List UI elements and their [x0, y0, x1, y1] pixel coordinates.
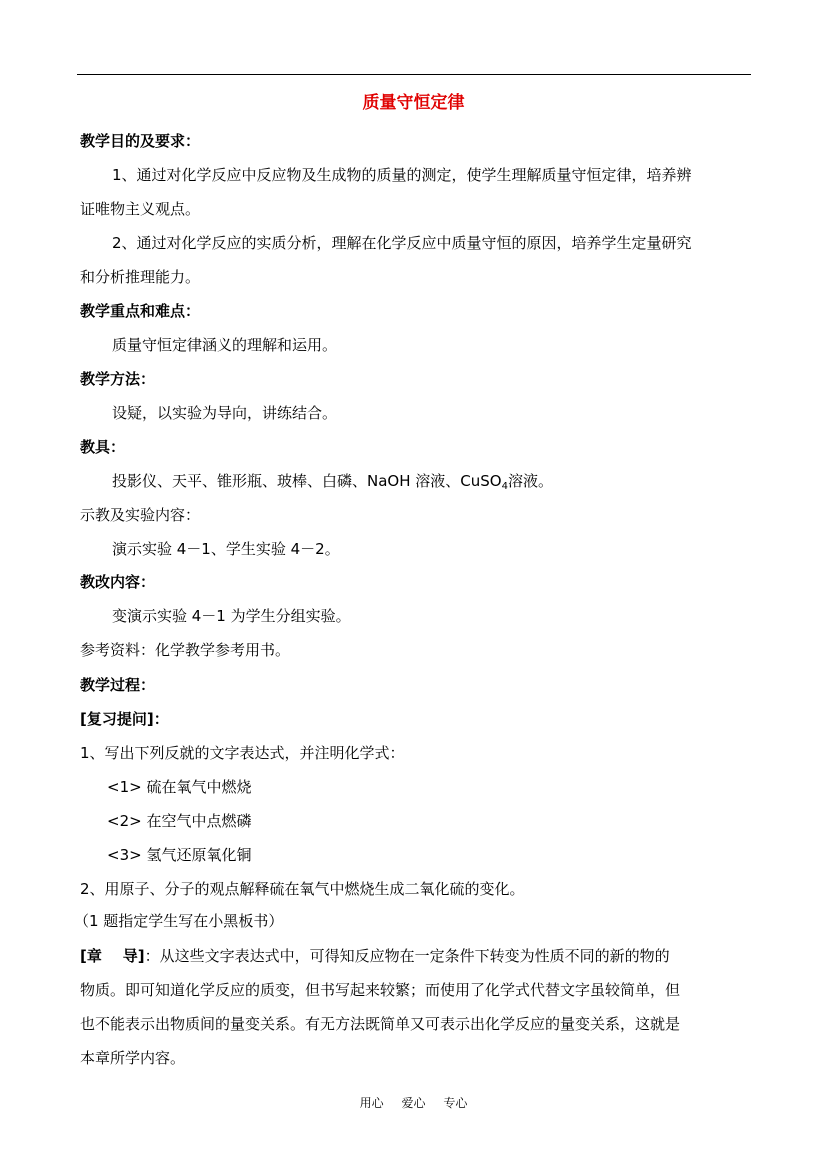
key-text: 质量守恒定律涵义的理解和运用。 — [112, 336, 338, 354]
demo-heading: 示教及实验内容： — [80, 506, 201, 524]
tools-text-a: 投影仪、天平、锥形瓶、玻棒、白磷、NaOH 溶液、CuSO — [112, 472, 502, 490]
tools-heading: 教具： — [80, 438, 126, 456]
demo-text: 演示实验 4－1、学生实验 4－2。 — [112, 540, 340, 558]
change-text: 变演示实验 4－1 为学生分组实验。 — [112, 607, 351, 625]
key-heading: 教学重点和难点： — [80, 302, 201, 320]
review-heading: [复习提问]： — [80, 710, 169, 728]
intro-line1-text: ：从这些文字表达式中，可得知反应物在一定条件下转变为性质不同的新的物的 — [144, 947, 670, 965]
teacher-note: （1 题指定学生写在小黑板书） — [74, 912, 284, 930]
goal1-line2: 证唯物主义观点。 — [80, 200, 201, 218]
page-footer — [0, 1093, 827, 1113]
tools-text — [112, 468, 792, 494]
intro-label: [章 导] — [80, 947, 145, 965]
tools-subscript: 4 — [501, 481, 508, 492]
question-1a: <1> 硫在氧气中燃烧 — [107, 778, 252, 796]
goal2-line2: 和分析推理能力。 — [80, 268, 201, 286]
header-rule — [77, 74, 751, 75]
question-1b: <2> 在空气中点燃磷 — [107, 812, 252, 830]
intro-line3: 也不能表示出物质间的量变关系。有无方法既简单又可表示出化学反应的量变关系，这就是 — [80, 1015, 681, 1033]
intro-line4: 本章所学内容。 — [80, 1049, 186, 1067]
question-1c: <3> 氢气还原氧化铜 — [107, 846, 252, 864]
question-2: 2、用原子、分子的观点解释硫在氧气中燃烧生成二氧化硫的变化。 — [80, 880, 525, 898]
method-heading: 教学方法： — [80, 370, 156, 388]
goal2-line1: 2、通过对化学反应的实质分析，理解在化学反应中质量守恒的原因，培养学生定量研究 — [112, 234, 692, 252]
change-heading: 教改内容： — [80, 573, 156, 591]
reference-text: 参考资料：化学教学参考用书。 — [80, 641, 291, 659]
goal1-line1: 1、通过对化学反应中反应物及生成物的质量的测定，使学生理解质量守恒定律，培养辨 — [112, 166, 692, 184]
tools-text-b: 溶液。 — [507, 472, 553, 490]
question-1: 1、写出下列反就的文字表达式，并注明化学式： — [80, 744, 405, 762]
process-heading: 教学过程： — [80, 676, 156, 694]
document-title: 质量守恒定律 — [362, 93, 465, 113]
footer-word-1: 用心 — [359, 1096, 384, 1110]
method-text: 设疑，以实验为导向，讲练结合。 — [112, 404, 338, 422]
goals-heading: 教学目的及要求： — [80, 132, 201, 150]
intro-line2: 物质。即可知道化学反应的质变，但书写起来较繁；而使用了化学式代替文字虽较简单，但 — [80, 981, 681, 999]
footer-word-3: 专心 — [443, 1096, 468, 1110]
intro-line1 — [80, 943, 760, 969]
footer-word-2: 爱心 — [401, 1096, 426, 1110]
